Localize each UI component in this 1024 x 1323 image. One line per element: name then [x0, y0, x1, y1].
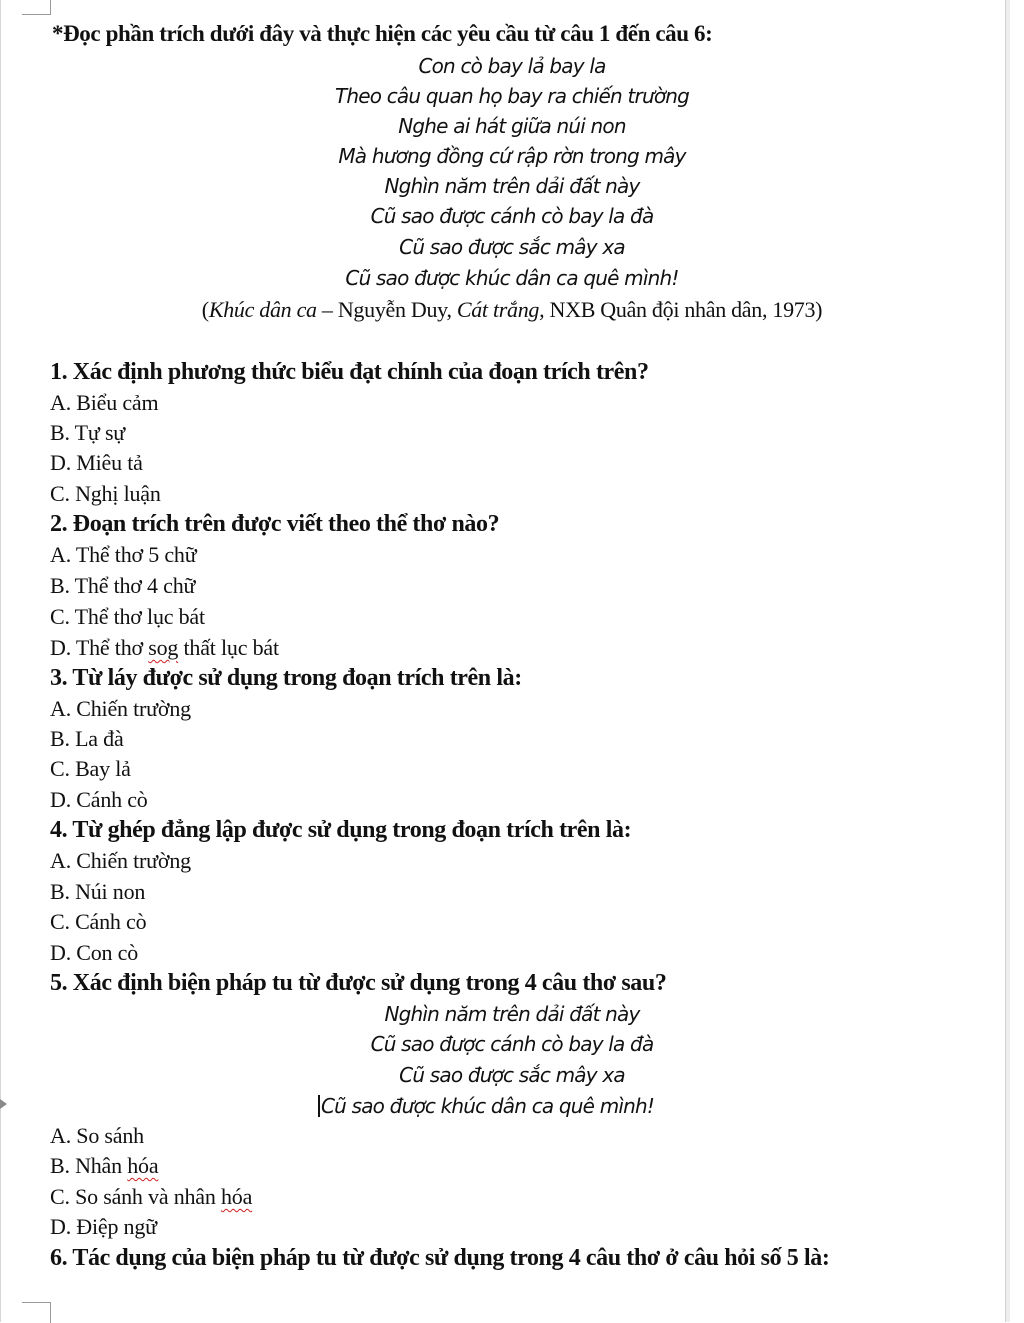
question-5-option-a: A. So sánh: [50, 1123, 144, 1148]
question-1-option-d: D. Miêu tả: [50, 450, 143, 475]
question-3-prompt: 3. Từ láy được sử dụng trong đoạn trích trên là:: [50, 665, 522, 691]
quoted-poem-line: Cũ sao được sắc mây xa: [399, 1063, 625, 1087]
poem-line: Mà hương đồng cứ rập rờn trong mây: [338, 144, 686, 168]
question-5-prompt: 5. Xác định biện pháp tu từ được sử dụng trong 4 câu thơ sau?: [50, 970, 667, 996]
option-text: D. Thể thơ: [50, 635, 149, 660]
poem-line: Cũ sao được sắc mây xa: [399, 235, 625, 259]
quoted-poem-line: [318, 1091, 654, 1121]
question-2-option-a: A. Thể thơ 5 chữ: [50, 542, 197, 567]
top-margin-corner-mark: [22, 0, 51, 15]
poem-line: Nghìn năm trên dải đất này: [384, 174, 640, 198]
question-1-option-a: A. Biểu cảm: [50, 390, 159, 415]
question-2-option-b: B. Thể thơ 4 chữ: [50, 573, 196, 598]
poem-line: Cũ sao được khúc dân ca quê mình!: [345, 266, 679, 290]
poem-line: Con cò bay lả bay la: [418, 54, 606, 78]
question-3-option-b: B. La đà: [50, 726, 124, 751]
bottom-margin-corner-mark: [22, 1302, 51, 1323]
question-3-option-c: C. Bay lả: [50, 756, 131, 781]
source-open-paren: (: [201, 297, 209, 322]
source-poem-title: Khúc dân ca: [208, 297, 317, 322]
option-text: C. So sánh và nhân: [50, 1184, 221, 1209]
question-1-option-c: C. Nghị luận: [50, 481, 161, 506]
question-4-option-c: C. Cánh cò: [50, 909, 147, 934]
question-5-option-d: D. Điệp ngữ: [50, 1214, 157, 1239]
question-4-option-b: B. Núi non: [50, 879, 146, 904]
margin-marker-icon: [0, 1099, 7, 1109]
spellcheck-flagged-word[interactable]: hóa: [127, 1153, 159, 1178]
quoted-poem-text: Cũ sao được khúc dân ca quê mình!: [321, 1094, 655, 1118]
question-5-option-b: [50, 1151, 158, 1181]
instruction-heading: *Đọc phần trích dưới đây và thực hiện các yêu cầu từ câu 1 đến câu 6:: [52, 21, 713, 46]
poem-line: Cũ sao được cánh cò bay la đà: [370, 204, 654, 228]
quoted-poem-line: Cũ sao được cánh cò bay la đà: [370, 1032, 654, 1056]
spellcheck-flagged-word[interactable]: hóa: [220, 1184, 253, 1209]
question-2-option-c: C. Thể thơ lục bát: [50, 604, 205, 629]
question-3-option-d: D. Cánh cò: [50, 787, 148, 812]
question-2-prompt: 2. Đoạn trích trên được viết theo thể thơ nào?: [50, 511, 500, 537]
question-1-option-b: B. Tự sự: [50, 420, 126, 445]
text-cursor: [318, 1095, 320, 1117]
question-6-prompt: 6. Tác dụng của biện pháp tu từ được sử dụng trong 4 câu thơ ở câu hỏi số 5 là:: [50, 1245, 830, 1271]
question-4-prompt: 4. Từ ghép đẳng lập được sử dụng trong đoạn trích trên là:: [50, 817, 632, 843]
question-2-option-d: [50, 633, 279, 663]
option-text: thất lục bát: [178, 635, 279, 660]
spellcheck-flagged-word[interactable]: sog: [148, 635, 179, 660]
poem-line: Nghe ai hát giữa núi non: [398, 114, 626, 138]
question-3-option-a: A. Chiến trường: [50, 696, 191, 721]
quoted-poem-line: Nghìn năm trên dải đất này: [384, 1002, 640, 1026]
question-4-option-d: D. Con cò: [50, 940, 139, 965]
source-publisher: NXB Quân đội nhân dân, 1973): [544, 297, 823, 322]
option-text: B. Nhân: [50, 1153, 128, 1178]
question-1-prompt: 1. Xác định phương thức biểu đạt chính của đoạn trích trên?: [50, 359, 649, 385]
poem-source-citation: [0, 295, 1024, 325]
question-5-option-c: [50, 1182, 252, 1212]
source-book-title: Cát trắng,: [456, 297, 545, 322]
question-4-option-a: A. Chiến trường: [50, 848, 191, 873]
source-author: – Nguyễn Duy,: [316, 297, 457, 322]
poem-line: Theo câu quan họ bay ra chiến trường: [334, 84, 690, 108]
